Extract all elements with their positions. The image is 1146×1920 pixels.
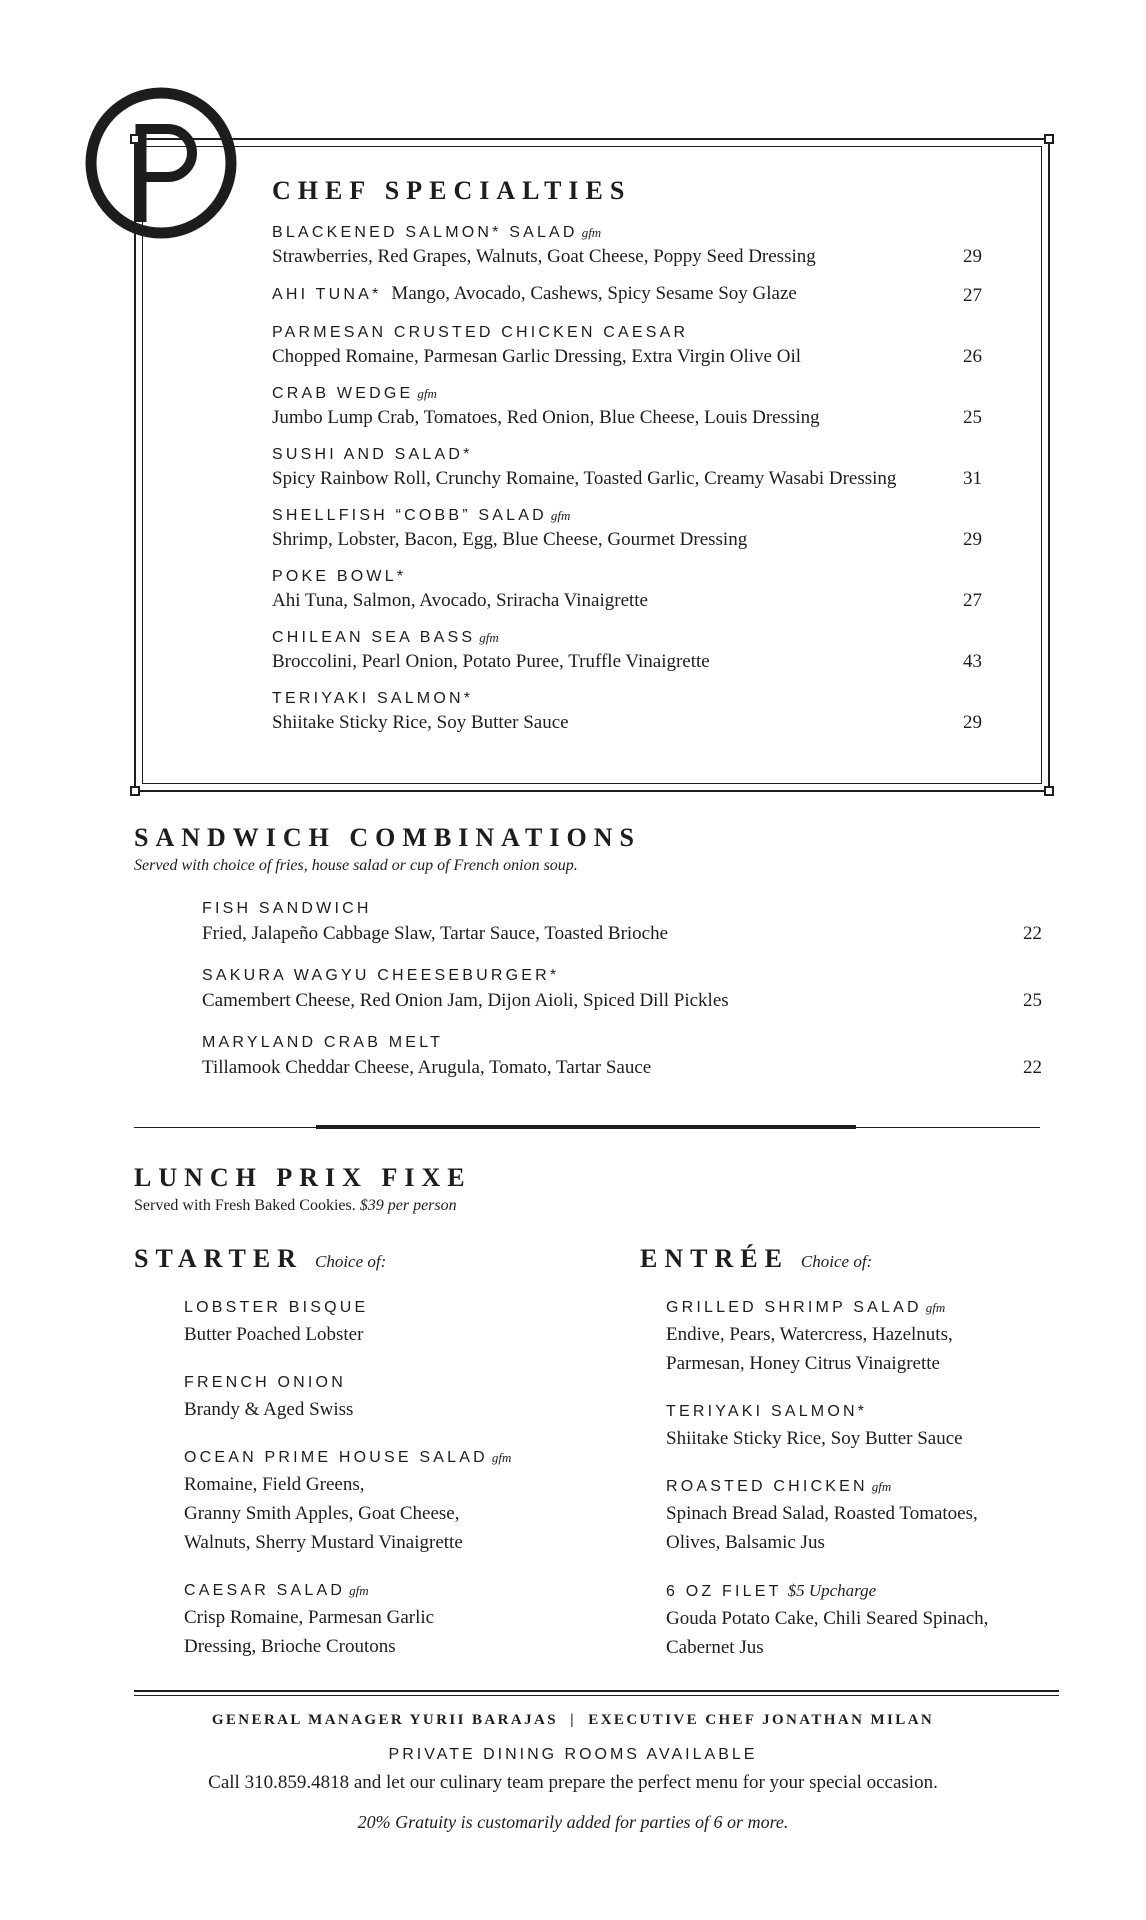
item-name: 6 OZ FILET <box>666 1583 782 1600</box>
item-name: GRILLED SHRIMP SALAD <box>666 1299 922 1316</box>
entree-title: ENTRÉE <box>640 1244 789 1273</box>
item-description: Cabernet Jus <box>666 1637 764 1658</box>
footer-staff: GENERAL MANAGER YURII BARAJAS | EXECUTIVE CHEF JONATHAN MILAN <box>211 1712 935 1728</box>
menu-item <box>666 1400 988 1453</box>
gluten-free-tag: gfm <box>349 1583 369 1598</box>
item-price: 29 <box>963 529 982 550</box>
item-name: AHI TUNA* <box>272 286 382 303</box>
item-name: TERIYAKI SALMON* <box>666 1403 868 1420</box>
private-dining-heading: PRIVATE DINING ROOMS AVAILABLE <box>388 1746 758 1763</box>
item-description: Olives, Balsamic Jus <box>666 1532 825 1553</box>
menu-item <box>202 965 1042 1015</box>
item-name: FRENCH ONION <box>184 1374 346 1391</box>
prix-fixe-subtitle <box>134 1197 457 1215</box>
item-description: Dressing, Brioche Croutons <box>184 1636 396 1657</box>
menu-item <box>272 627 982 675</box>
item-description: Romaine, Field Greens, <box>184 1474 365 1495</box>
item-description: Walnuts, Sherry Mustard Vinaigrette <box>184 1532 463 1553</box>
item-price: 27 <box>963 285 982 306</box>
lunch-prix-fixe-title: LUNCH PRIX FIXE <box>134 1163 472 1192</box>
entree-choice-note: Choice of: <box>800 1252 873 1271</box>
footer-divider <box>134 1690 1059 1692</box>
menu-item <box>272 283 982 309</box>
item-price: 43 <box>963 651 982 672</box>
gluten-free-tag: gfm <box>417 386 437 401</box>
footer-divider <box>134 1695 1059 1696</box>
item-description: Broccolini, Pearl Onion, Potato Puree, Truffle Vinaigrette <box>272 651 710 672</box>
item-name: FISH SANDWICH <box>202 900 372 917</box>
item-description: Fried, Jalapeño Cabbage Slaw, Tartar Sauce, Toasted Brioche <box>202 923 669 944</box>
item-price: 22 <box>1023 923 1042 944</box>
item-name: SHELLFISH “COBB” SALAD <box>272 507 547 524</box>
menu-item <box>184 1371 511 1424</box>
item-name: LOBSTER BISQUE <box>184 1299 369 1316</box>
item-name: ROASTED CHICKEN <box>666 1478 868 1495</box>
entree-list <box>666 1296 988 1684</box>
item-description: Endive, Pears, Watercress, Hazelnuts, <box>666 1324 953 1345</box>
item-name: PARMESAN CRUSTED CHICKEN CAESAR <box>272 324 689 341</box>
item-description: Shiitake Sticky Rice, Soy Butter Sauce <box>666 1428 963 1449</box>
section-divider-accent <box>316 1125 856 1129</box>
gluten-free-tag: gfm <box>871 1479 892 1494</box>
gratuity-note: 20% Gratuity is customarily added for parties of 6 or more. <box>357 1812 789 1832</box>
item-description: Spinach Bread Salad, Roasted Tomatoes, <box>666 1503 978 1524</box>
chef-specialties-list <box>272 222 982 749</box>
item-price: 22 <box>1023 1057 1042 1078</box>
frame-corner <box>130 134 140 144</box>
item-description: Strawberries, Red Grapes, Walnuts, Goat Cheese, Poppy Seed Dressing <box>272 246 816 267</box>
item-name: MARYLAND CRAB MELT <box>202 1034 444 1051</box>
menu-item <box>272 688 982 736</box>
item-description: Gouda Potato Cake, Chili Seared Spinach, <box>666 1608 989 1629</box>
item-description: Mango, Avocado, Cashews, Spicy Sesame Soy Glaze <box>391 283 797 304</box>
menu-item <box>666 1579 988 1662</box>
menu-item <box>272 222 982 270</box>
gluten-free-tag: gfm <box>491 1450 512 1465</box>
frame-corner <box>1044 134 1054 144</box>
item-name: CAESAR SALAD <box>184 1582 346 1599</box>
item-price: 25 <box>963 407 982 428</box>
menu-item <box>272 444 982 492</box>
item-description: Ahi Tuna, Salmon, Avocado, Sriracha Vinaigrette <box>272 590 648 611</box>
starter-list <box>184 1296 511 1683</box>
menu-item <box>272 505 982 553</box>
item-description: Shrimp, Lobster, Bacon, Egg, Blue Cheese, Gourmet Dressing <box>272 529 748 550</box>
item-description: Granny Smith Apples, Goat Cheese, <box>184 1503 460 1524</box>
item-name: BLACKENED SALMON* SALAD <box>272 224 578 241</box>
item-description: Camembert Cheese, Red Onion Jam, Dijon Aioli, Spiced Dill Pickles <box>202 990 729 1011</box>
private-dining-contact: Call 310.859.4818 and let our culinary team prepare the perfect menu for your special occasion. <box>208 1772 938 1793</box>
menu-item <box>272 383 982 431</box>
starter-title: STARTER <box>134 1244 303 1273</box>
gluten-free-tag: gfm <box>581 225 602 240</box>
menu-item <box>184 1579 511 1661</box>
menu-item <box>272 566 982 614</box>
item-name: SAKURA WAGYU CHEESEBURGER* <box>202 967 560 984</box>
item-description: Butter Poached Lobster <box>184 1324 364 1345</box>
item-description: Tillamook Cheddar Cheese, Arugula, Tomato, Tartar Sauce <box>202 1057 652 1078</box>
item-name: SUSHI AND SALAD* <box>272 446 473 463</box>
chef-specialties-title: CHEF SPECIALTIES <box>272 176 632 205</box>
menu-item <box>184 1296 511 1349</box>
upcharge-note: $5 Upcharge <box>787 1581 877 1600</box>
item-description: Spicy Rainbow Roll, Crunchy Romaine, Toasted Garlic, Creamy Wasabi Dressing <box>272 468 897 489</box>
prix-fixe-price: $39 per person <box>359 1197 457 1214</box>
gluten-free-tag: gfm <box>479 630 499 645</box>
sandwich-subtitle: Served with choice of fries, house salad or cup of French onion soup. <box>134 857 578 874</box>
item-description: Brandy & Aged Swiss <box>184 1399 354 1420</box>
menu-item <box>202 1032 1042 1082</box>
item-name: CRAB WEDGE <box>272 385 414 402</box>
menu-item <box>202 898 1042 948</box>
prix-fixe-subtitle-text: Served with Fresh Baked Cookies. <box>134 1197 356 1214</box>
frame-corner <box>1044 786 1054 796</box>
entree-heading <box>640 1244 872 1274</box>
item-price: 27 <box>963 590 982 611</box>
sandwich-combinations-title: SANDWICH COMBINATIONS <box>134 823 641 852</box>
item-price: 26 <box>963 346 982 367</box>
item-price: 29 <box>963 246 982 267</box>
item-price: 29 <box>963 712 982 733</box>
item-description: Crisp Romaine, Parmesan Garlic <box>184 1607 435 1628</box>
gluten-free-tag: gfm <box>925 1300 946 1315</box>
item-name: OCEAN PRIME HOUSE SALAD <box>184 1449 488 1466</box>
item-price: 31 <box>963 468 982 489</box>
item-description: Parmesan, Honey Citrus Vinaigrette <box>666 1353 940 1374</box>
item-price: 25 <box>1023 990 1042 1011</box>
menu-item <box>184 1446 511 1557</box>
menu-item <box>666 1296 988 1378</box>
menu-item <box>666 1475 988 1557</box>
frame-corner <box>130 786 140 796</box>
item-description: Chopped Romaine, Parmesan Garlic Dressing, Extra Virgin Olive Oil <box>272 346 802 367</box>
gluten-free-tag: gfm <box>550 508 571 523</box>
item-name: POKE BOWL* <box>272 568 407 585</box>
item-description: Shiitake Sticky Rice, Soy Butter Sauce <box>272 712 569 733</box>
item-description: Jumbo Lump Crab, Tomatoes, Red Onion, Blue Cheese, Louis Dressing <box>272 407 820 428</box>
item-name: TERIYAKI SALMON* <box>272 690 474 707</box>
starter-choice-note: Choice of: <box>314 1252 387 1271</box>
sandwich-list <box>202 898 1042 1099</box>
item-name: CHILEAN SEA BASS <box>272 629 476 646</box>
menu-item <box>272 322 982 370</box>
starter-heading <box>134 1244 386 1274</box>
